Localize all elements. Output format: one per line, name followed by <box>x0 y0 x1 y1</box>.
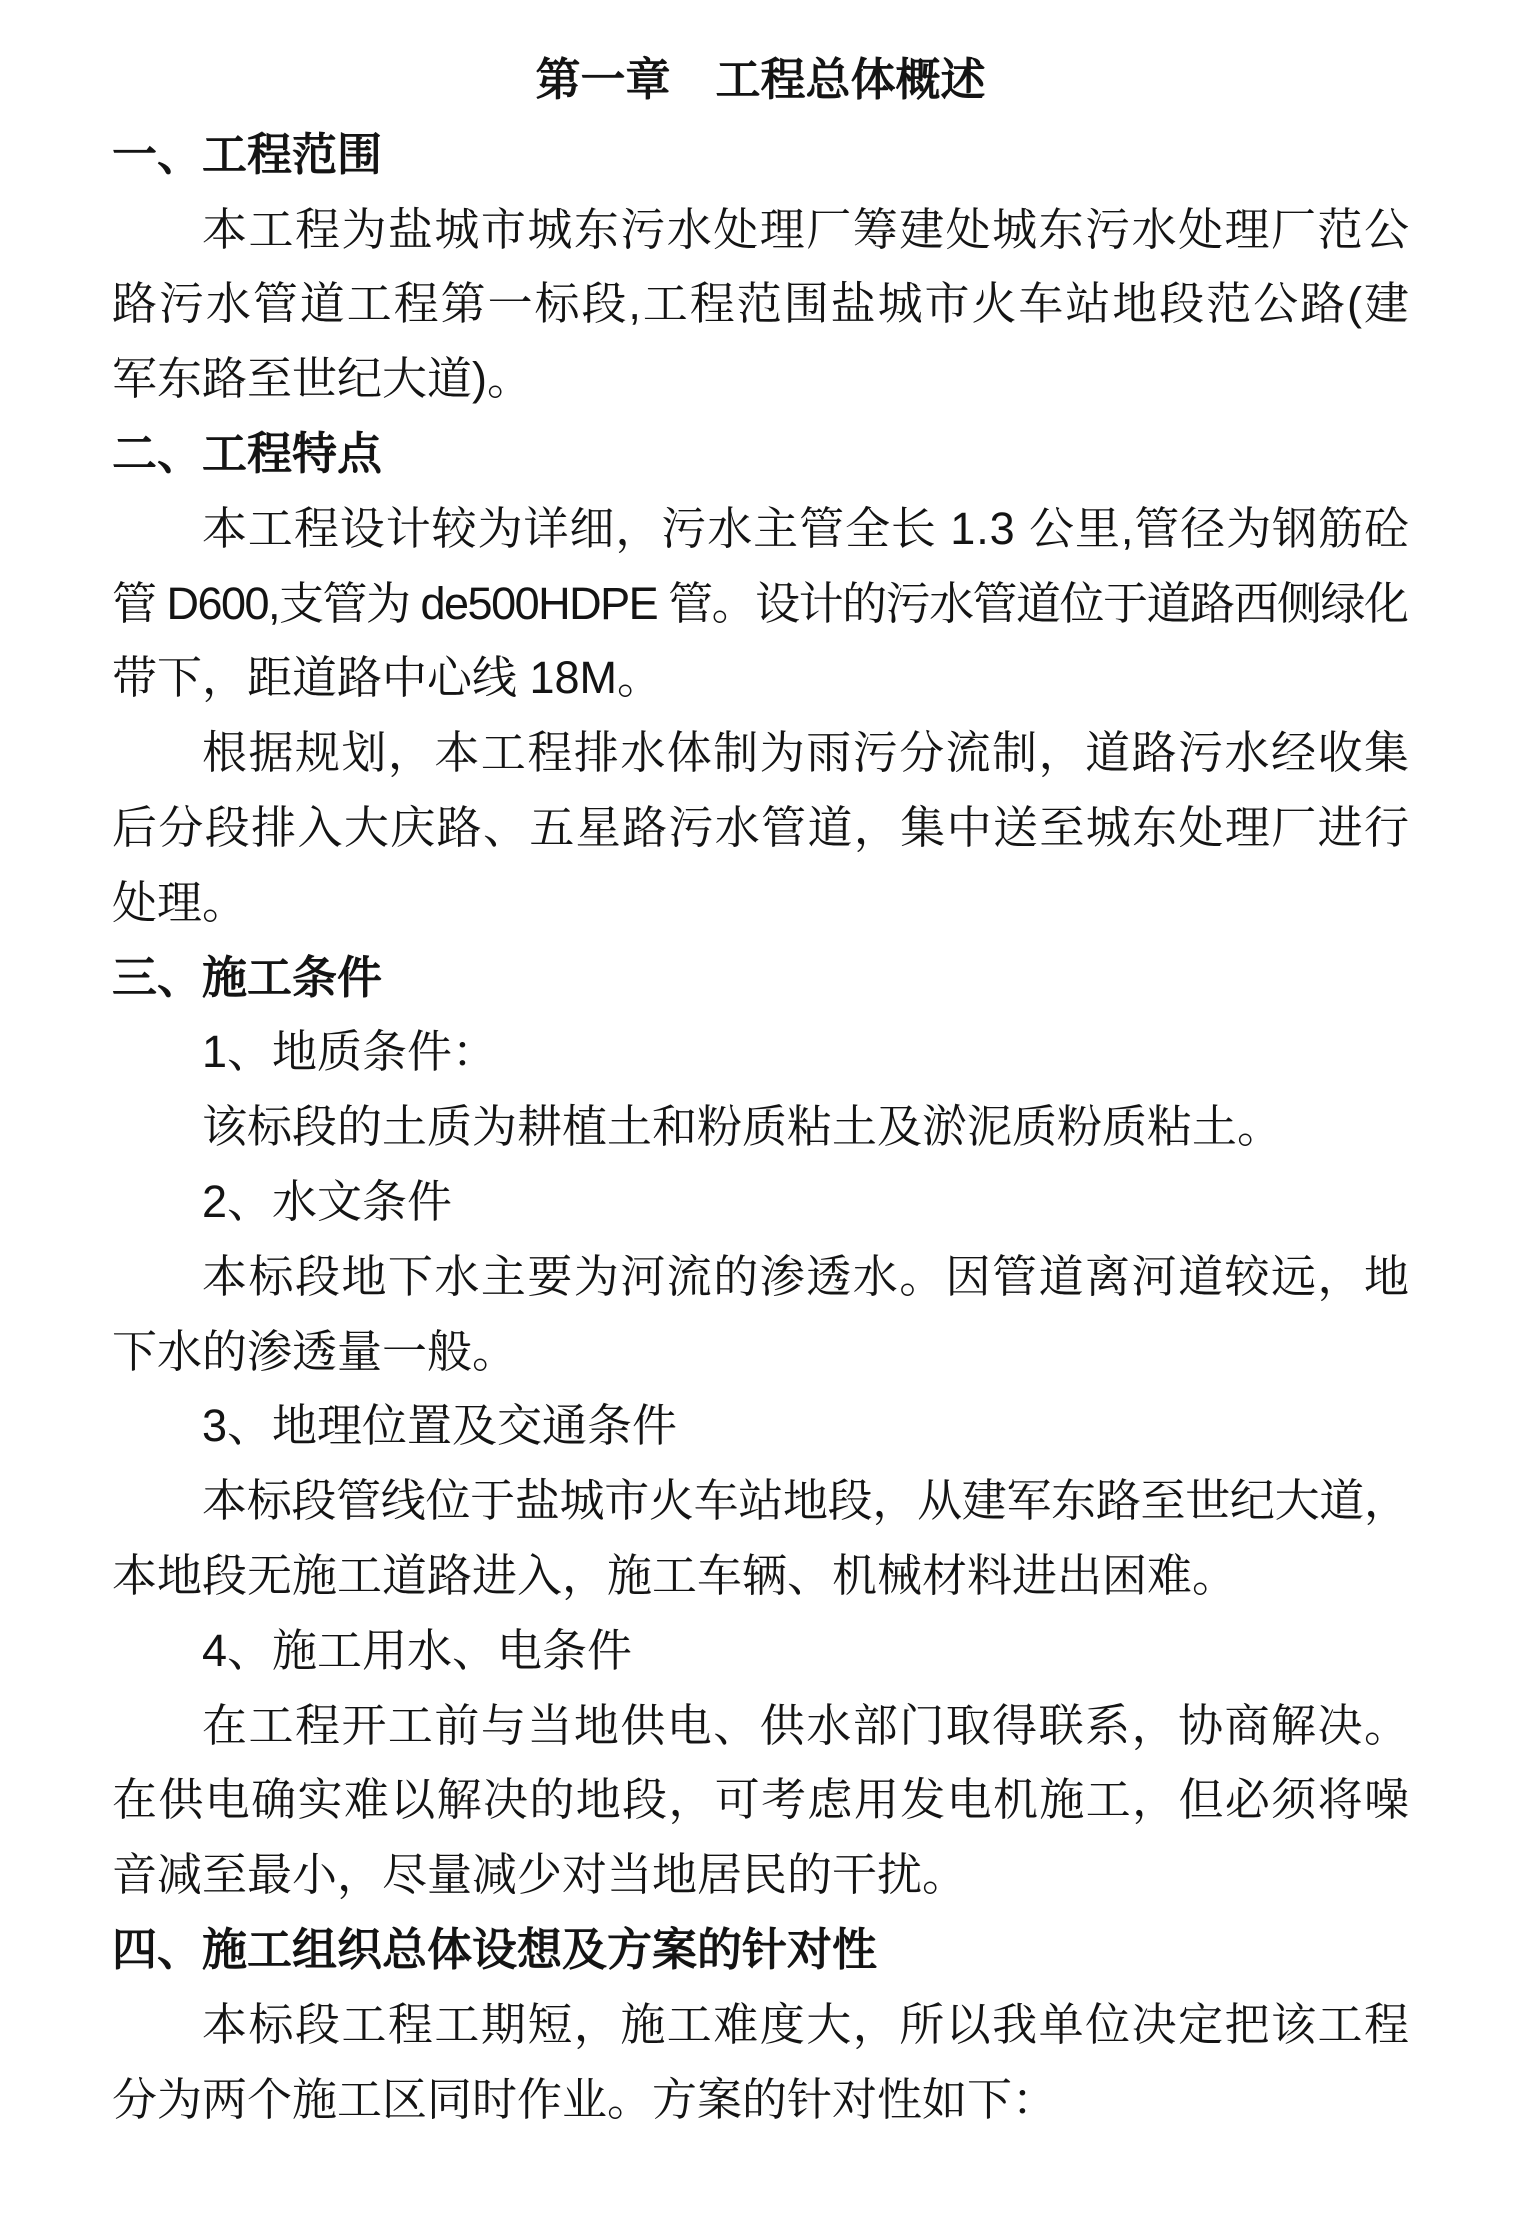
subsection-heading: 3、地理位置及交通条件 <box>202 1400 678 1452</box>
paragraph-line: 该标段的土质为耕植土和粉质粘土及淤泥质粉质粘土。 <box>202 1101 1283 1153</box>
paragraph-line: 带下，距道路中心线 18M。 <box>112 652 663 704</box>
document-page <box>112 43 1409 2137</box>
paragraph-line: 在工程开工前与当地供电、供水部门取得联系，协商解决。 <box>202 1699 1411 1751</box>
subsection-heading: 4、施工用水、电条件 <box>202 1624 633 1676</box>
section-heading: 三、施工条件 <box>112 951 383 1003</box>
paragraph-line: 本工程为盐城市城东污水处理厂筹建处城东污水处理厂范公 <box>202 203 1411 255</box>
paragraph-line: 本工程设计较为详细，污水主管全长 1.3 公里,管径为钢筋砼 <box>202 502 1410 554</box>
paragraph-line: 路污水管道工程第一标段,工程范围盐城市火车站地段范公路(建 <box>112 278 1411 330</box>
paragraph-line: 在供电确实难以解决的地段，可考虑用发电机施工，但必须将噪 <box>112 1774 1411 1826</box>
subsection-heading: 1、地质条件： <box>202 1026 498 1078</box>
paragraph-line: 音减至最小，尽量减少对当地居民的干扰。 <box>112 1849 968 1901</box>
paragraph-line: 下水的渗透量一般。 <box>112 1325 518 1377</box>
paragraph-line: 本标段工程工期短，施工难度大，所以我单位决定把该工程 <box>202 1998 1411 2050</box>
paragraph-line: 本地段无施工道路进入，施工车辆、机械材料进出困难。 <box>112 1549 1238 1601</box>
chapter-title: 第一章 工程总体概述 <box>535 54 986 105</box>
paragraph-line: 处理。 <box>112 876 248 928</box>
section-heading: 二、工程特点 <box>112 427 383 479</box>
subsection-heading: 2、水文条件 <box>202 1175 453 1227</box>
section-heading: 四、施工组织总体设想及方案的针对性 <box>112 1923 878 1975</box>
paragraph-line: 本标段地下水主要为河流的渗透水。因管道离河道较远，地 <box>202 1250 1411 1302</box>
paragraph-line: 管 D600,支管为 de500HDPE 管。设计的污水管道位于道路西侧绿化 <box>112 577 1408 629</box>
paragraph-line: 军东路至世纪大道)。 <box>112 353 532 405</box>
section-heading: 一、工程范围 <box>112 128 383 180</box>
paragraph-line: 后分段排入大庆路、五星路污水管道，集中送至城东处理厂进行 <box>112 801 1411 853</box>
paragraph-line: 根据规划，本工程排水体制为雨污分流制，道路污水经收集 <box>202 727 1411 779</box>
paragraph-line: 分为两个施工区同时作业。方案的针对性如下： <box>112 2073 1058 2125</box>
paragraph-line: 本标段管线位于盐城市火车站地段，从建军东路至世纪大道， <box>202 1475 1409 1527</box>
